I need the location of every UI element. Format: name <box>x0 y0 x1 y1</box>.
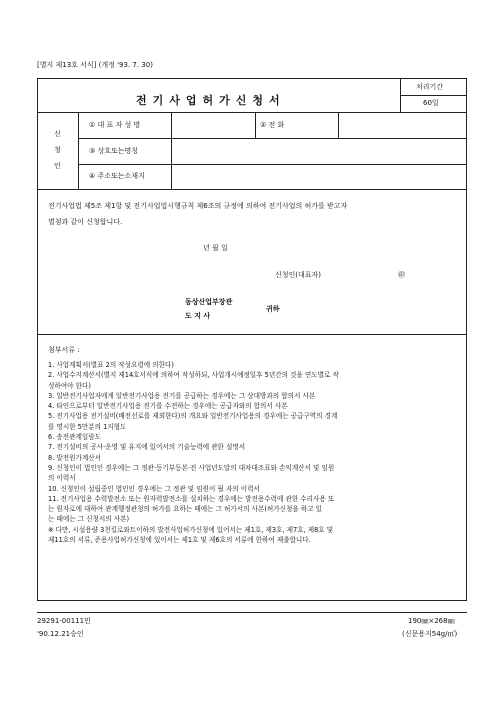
recipient-suffix: 귀하 <box>266 305 280 313</box>
attachment-line: 4. 타인으로부터 일반전기사업용 전기를 수전하는 경우에는 공급자와의 합의서 사본 <box>48 402 288 411</box>
attachments-list <box>48 360 458 545</box>
footer-paper-type: (신문용지54g/㎡) <box>402 630 458 638</box>
recipient-line-2: 도 지 사 <box>185 312 211 320</box>
processing-period-label: 처리기간 <box>416 83 444 91</box>
attachment-line: 1. 사업계획서(별표 2의 작성요령에 의한다) <box>48 361 174 369</box>
attachment-line: 5. 전기사업용 전기설비(배전선로를 제외한다)의 개요와 일반전기사업용의 경우에는 공급구역의 경계 <box>48 412 338 421</box>
divider <box>255 112 256 138</box>
applicant-label-1: 신 <box>54 130 61 138</box>
divider <box>338 112 339 138</box>
phone-label: ② 전 화 <box>260 121 285 129</box>
attachment-line: 9. 신청인이 법인인 경우에는 그 정관·등기부등본·전 사업년도말의 대차대조표와 손익계산서 및 임원 <box>48 463 335 472</box>
divider <box>400 95 466 96</box>
attachment-line: 를 명시한 5만분의 1지형도 <box>48 422 127 431</box>
attachment-line: 6. 송전관계일람도 <box>48 433 101 442</box>
representative-name-label: ① 대 표 자 성 명 <box>89 121 141 129</box>
footer-rule <box>37 612 467 613</box>
application-form <box>37 78 467 601</box>
attachment-line: 는 원자로에 대하여 관계행정관청의 허가를 요하는 때에는 그 허가서의 사본(허가신청을 하고 있 <box>48 505 323 514</box>
attachment-line: 는 때에는 그 신청서의 사본) <box>48 515 130 524</box>
statement-line-2: 별첨과 같이 신청합니다. <box>48 218 123 226</box>
processing-period-value: 60일 <box>423 99 439 107</box>
form-title: 전기사업허가신청서 <box>136 94 286 107</box>
footer-paper-size: 190㎜×268㎜ <box>408 617 455 625</box>
date-line: 년 월 일 <box>203 244 228 252</box>
attachment-line: 제11호의 서류, 준용사업허가신청에 있어서는 제1호 및 제6호의 서류에 한하여 제출합니다. <box>48 536 311 545</box>
divider <box>78 138 466 139</box>
divider <box>171 112 172 189</box>
attachments-heading: 첨부서류 : <box>48 346 80 354</box>
attachment-line: 7. 전기설비의 공사·운영 및 유지에 있어서의 기술능력에 관한 설명서 <box>48 443 246 452</box>
form-number: [별지 제13호 서식] (개정 '93. 7. 30) <box>37 61 153 69</box>
divider <box>38 112 466 113</box>
divider <box>38 334 466 335</box>
trade-name-label: ③ 상호또는명칭 <box>89 147 139 155</box>
attachment-line: 3. 일반전기사업자에게 일반전기사업용 전기를 공급하는 경우에는 그 상대방과의 합의서 사본 <box>48 391 316 400</box>
divider <box>78 112 79 189</box>
footer-code: 29291-00111민 <box>37 617 91 625</box>
address-label: ④ 주소또는소재지 <box>89 172 145 180</box>
attachment-line: ※ 다만, 시설용량 3천킬로와트이하의 발전사업허가신청에 있어서는 제1호, 제3호, 제7호, 제8호 및 <box>48 525 334 534</box>
divider <box>78 164 466 165</box>
applicant-label-2: 청 <box>54 146 61 154</box>
attachment-line: 2. 사업수지계산서(별지 제14호서식에 의하여 작성하되, 사업개시예정일후 5년간의 것을 연도별로 작 <box>48 371 339 380</box>
recipient-line-1: 동상산업부장관 <box>185 298 233 306</box>
applicant-label-3: 인 <box>54 162 61 170</box>
seal-mark: ㊞ <box>398 271 405 279</box>
footer-approval: '90.12.21승인 <box>37 630 84 638</box>
attachment-line: 11. 전기사업용 수력발전소 또는 원자력발전소를 설치하는 경우에는 발전용수력에 관한 수리사용 또 <box>48 494 335 503</box>
attachment-line: 성하여야 한다) <box>48 381 91 390</box>
attachment-line: 의 이력서 <box>48 474 76 483</box>
statement-line-1: 전기사업법 제5조 제1항 및 전기사업법시행규칙 제6조의 규정에 의하여 전기사업의 허가를 받고자 <box>48 202 348 210</box>
applicant-signature: 신청인(대표자) <box>275 271 322 279</box>
attachment-line: 8. 발전원가계산서 <box>48 453 101 462</box>
divider <box>38 189 466 190</box>
attachment-line: 10. 신청인이 설립중인 법인인 경우에는 그 정관 및 임원이 될 자의 이력서 <box>48 484 260 493</box>
